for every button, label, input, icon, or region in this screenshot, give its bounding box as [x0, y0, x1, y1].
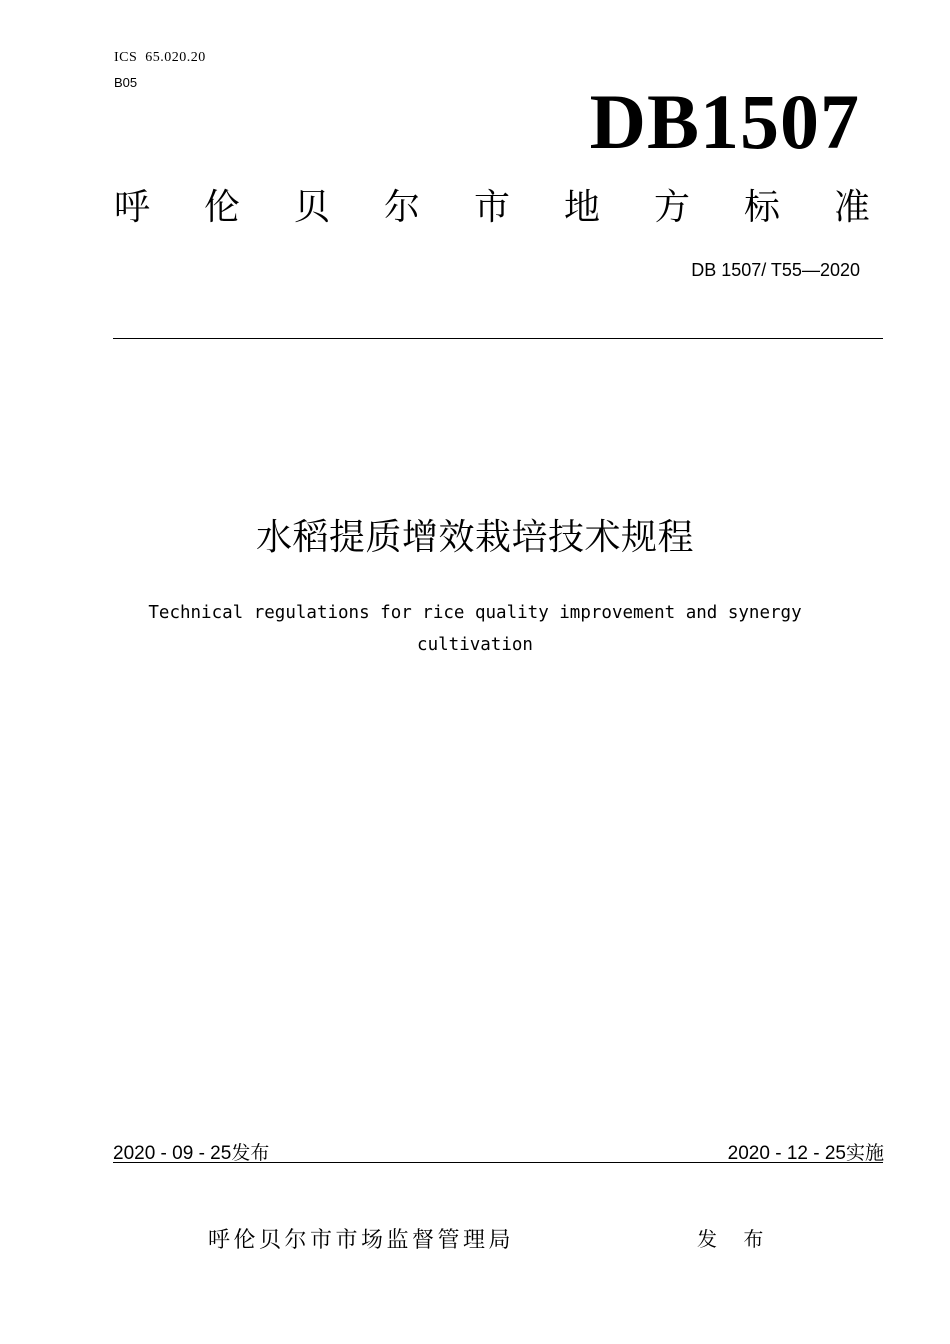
issue-label: 发布 [231, 1142, 270, 1164]
standard-kind-char: 贝 [293, 187, 330, 228]
standard-kind-char: 呼 [113, 187, 150, 228]
standard-kind-char: 准 [833, 187, 870, 228]
implement-label: 实施 [845, 1142, 884, 1164]
title-english-line: cultivation [417, 635, 533, 655]
implement-date-block [728, 1138, 884, 1165]
ccs-code: B05 [114, 75, 138, 90]
title-english-line: Technical regulations for rice quality improvement and synergy [148, 603, 802, 623]
issue-date-block [113, 1138, 269, 1165]
issue-date: 2020 - 09 - 25 [113, 1143, 232, 1164]
standard-kind-char: 尔 [383, 187, 420, 228]
title-chinese: 水稻提质增效栽培技术规程 [255, 517, 694, 558]
standard-kind [112, 186, 872, 230]
header-divider [113, 338, 883, 339]
standard-kind-char: 方 [653, 187, 690, 228]
ics-code: ICS 65.020.20 [114, 50, 206, 65]
standard-kind-char: 地 [563, 187, 600, 228]
standard-kind-char: 伦 [203, 187, 240, 228]
footer-divider [113, 1162, 883, 1163]
standard-kind-char: 市 [473, 187, 510, 228]
standard-kind-char: 标 [743, 187, 780, 228]
title-english [0, 597, 950, 661]
publish-label: 发 布 [697, 1227, 774, 1251]
standard-number: DB 1507/ T55—2020 [691, 260, 860, 280]
implement-date: 2020 - 12 - 25 [727, 1143, 846, 1164]
standard-code: DB1507 [589, 78, 860, 165]
publisher: 呼伦贝尔市市场监督管理局 [208, 1228, 515, 1253]
